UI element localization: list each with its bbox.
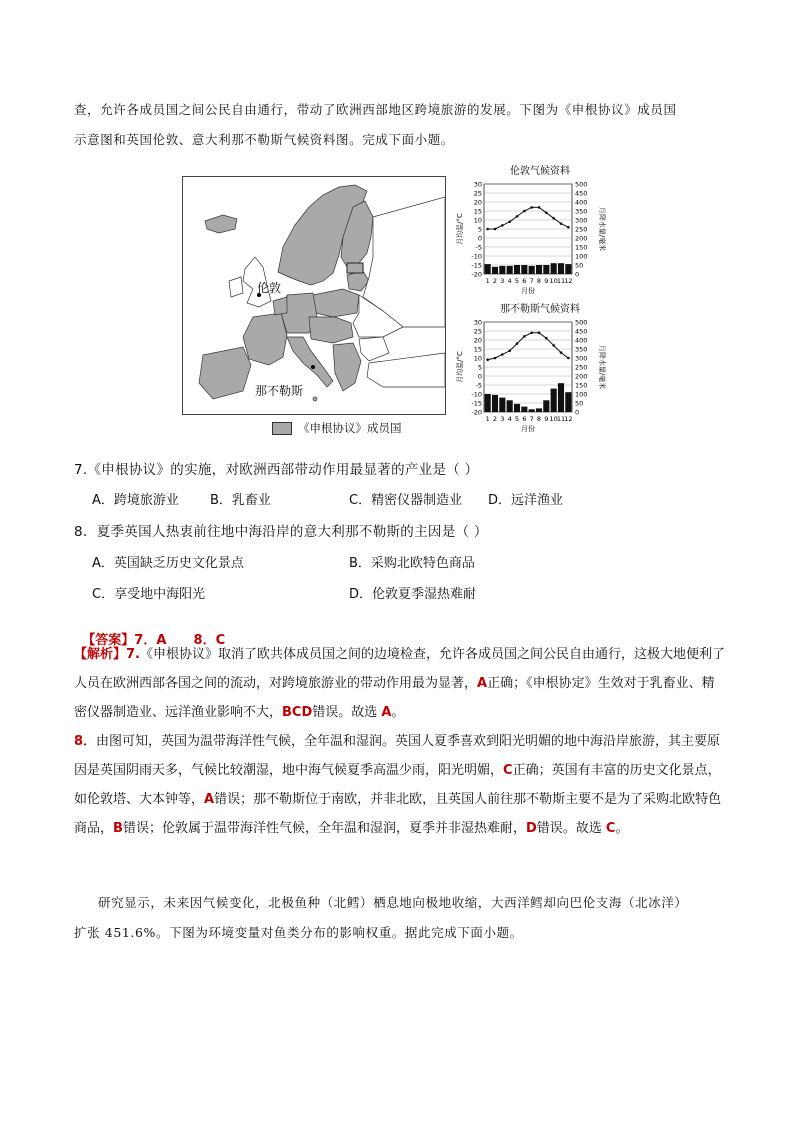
analysis-8-text	[74, 727, 726, 843]
iberia-shape	[199, 347, 251, 399]
romania-shape	[359, 337, 389, 361]
temp-tick-label: 10	[473, 216, 482, 225]
temp-tick-label: -5	[475, 381, 482, 390]
temp-tick-label: -15	[471, 261, 482, 270]
precip-bar	[499, 398, 505, 412]
precip-tick-label: 350	[575, 345, 588, 354]
analysis-8-segment: A	[204, 792, 215, 807]
precip-tick-label: 200	[575, 372, 588, 381]
greece-shape	[333, 343, 361, 391]
analysis-7-segment: 正确；《申根协定》生效对于乳畜业、精密仪器制造业、远洋渔业影响不大，	[74, 676, 715, 720]
temp-tick-label: 15	[473, 345, 482, 354]
precip-axis-title: 月降水量/毫米	[598, 206, 606, 252]
precip-tick-label: 0	[575, 270, 580, 279]
temp-tick-label: 0	[477, 372, 482, 381]
precip-bar	[551, 263, 557, 274]
month-tick-label: 1	[485, 415, 490, 423]
temp-tick-label: 10	[473, 354, 482, 363]
analysis-7-segment: 7.	[126, 647, 140, 662]
temp-axis-title: 月均温/°C	[456, 213, 464, 245]
analysis-8-segment: 8．	[74, 734, 97, 749]
precip-bar	[492, 395, 498, 412]
intro-paragraph	[74, 95, 724, 155]
analysis-7-segment: 《申根协议》取消了欧共体成员国之间的边境检查，允许各成员国之间公民自由通行，这极大地便利了人员在欧洲西部各国之间的流动，对跨境旅游业的带动作用最为显著，	[74, 647, 726, 691]
precip-tick-label: 250	[575, 225, 588, 234]
london-label: 伦敦	[257, 281, 282, 295]
temperature-point	[486, 228, 489, 231]
temperature-point	[552, 344, 555, 347]
precip-bar	[565, 264, 571, 274]
precip-bar	[543, 265, 549, 274]
malta-shape	[313, 397, 317, 401]
estonia-shape	[347, 263, 363, 273]
schengen-map	[182, 176, 446, 415]
analysis-8-segment: 由图可知，英国为温带海洋性气候，全年温和湿润。英国人夏季喜欢到阳光明媚的地中海沿岸旅游，其主要原因是英国阴雨天多，气候比较潮湿，地中海气候夏季高温少雨，阳光明媚，	[74, 734, 721, 778]
temperature-point	[494, 228, 497, 231]
month-tick-label: 4	[507, 415, 512, 423]
answer-value: 7．A 8．C	[134, 633, 226, 648]
precip-bar	[558, 383, 564, 412]
temp-tick-label: 20	[473, 336, 482, 345]
temp-tick-label: 5	[477, 225, 482, 234]
q7-option-d: D．远洋渔业	[488, 493, 564, 508]
precip-tick-label: 150	[575, 243, 588, 252]
analysis-paragraph-1	[74, 640, 726, 727]
temperature-point	[538, 332, 541, 335]
temperature-point	[508, 221, 511, 224]
month-tick-label: 8	[536, 277, 542, 285]
next-intro-paragraph	[74, 888, 724, 948]
temperature-point	[501, 224, 504, 227]
central-europe-shape	[309, 317, 353, 343]
analysis-7-text	[74, 647, 725, 720]
month-tick-label: 1	[485, 277, 490, 285]
temp-tick-label: 5	[477, 363, 482, 372]
precip-tick-label: 0	[575, 408, 580, 417]
intro-line-1: 查，允许各成员国之间公民自由通行，带动了欧洲西部地区跨境旅游的发展。下图为《申根协议》成员国	[74, 102, 677, 117]
temp-tick-label: -15	[471, 399, 482, 408]
precip-bar	[529, 409, 535, 412]
precip-bar	[521, 265, 527, 274]
temperature-point	[560, 351, 563, 354]
temp-tick-label: 30	[473, 180, 482, 189]
naples-chart	[455, 319, 607, 434]
month-tick-label: 12	[564, 415, 573, 423]
month-tick-label: 10	[549, 415, 558, 423]
poland-shape	[313, 289, 359, 317]
intro-line-2: 示意图和英国伦敦、意大利那不勒斯气候资料图。完成下面小题。	[74, 132, 454, 147]
month-tick-label: 11	[556, 277, 566, 285]
q8-option-d: D．伦敦夏季湿热难耐	[349, 587, 477, 602]
precip-tick-label: 100	[575, 390, 588, 399]
analysis-8-segment: 正确；英国有丰富的历史文化景点，如伦敦塔、大本钟等，	[74, 763, 721, 807]
precip-bar	[536, 265, 542, 274]
month-tick-label: 11	[556, 415, 566, 423]
temp-tick-label: -20	[471, 270, 482, 279]
month-tick-label: 5	[514, 415, 520, 423]
naples-chart-title: 那不勒斯气候资料	[500, 304, 580, 315]
legend-label: 《申根协议》成员国	[298, 421, 402, 435]
q8-option-c: C．享受地中海阳光	[92, 587, 206, 602]
month-tick-label: 3	[500, 415, 505, 423]
temperature-point	[523, 210, 526, 213]
iceland-shape	[205, 215, 237, 233]
temp-tick-label: 25	[473, 189, 482, 198]
temp-tick-label: 30	[473, 318, 482, 327]
temperature-point	[508, 350, 511, 353]
q7-option-c: C．精密仪器制造业	[349, 493, 463, 508]
precip-tick-label: 100	[575, 252, 588, 261]
temperature-point	[530, 332, 533, 335]
next-intro-line-2: 扩张 451.6%。下图为环境变量对鱼类分布的影响权重。据此完成下面小题。	[74, 925, 523, 940]
france-shape	[243, 313, 287, 365]
precip-bar	[507, 266, 513, 274]
europe-map-graphic	[183, 177, 445, 414]
temperature-point	[538, 206, 541, 209]
analysis-8-segment: B	[113, 821, 123, 836]
precip-tick-label: 350	[575, 207, 588, 216]
precip-tick-label: 50	[575, 399, 584, 408]
temperature-line	[488, 207, 569, 229]
precip-tick-label: 450	[575, 189, 588, 198]
temp-tick-label: -10	[471, 390, 482, 399]
temperature-point	[567, 226, 570, 229]
temp-tick-label: 0	[477, 234, 482, 243]
temperature-point	[486, 359, 489, 362]
month-tick-label: 7	[529, 277, 534, 285]
naples-label: 那不勒斯	[255, 384, 304, 398]
precip-tick-label: 150	[575, 381, 588, 390]
month-axis-title: 月份	[521, 287, 535, 295]
precip-tick-label: 500	[575, 318, 588, 327]
london-chart-title: 伦敦气候资料	[510, 166, 570, 177]
question-8-stem: 8．夏季英国人热衷前往地中海沿岸的意大利那不勒斯的主因是（ ）	[74, 524, 488, 540]
month-tick-label: 5	[514, 277, 520, 285]
analysis-7-segment: A	[477, 676, 488, 691]
q8-option-a: A．英国缺乏历史文化景点	[92, 556, 244, 571]
analysis-8-segment: 错误；那不勒斯位于南欧，并非北欧，且英国人前往那不勒斯主要不是为了采购北欧特色商品，	[74, 792, 722, 836]
precip-bar	[492, 267, 498, 274]
temperature-point	[501, 353, 504, 356]
analysis-8-segment: C	[503, 763, 513, 778]
precip-bar	[536, 408, 542, 412]
month-tick-label: 9	[544, 415, 549, 423]
temp-tick-label: 20	[473, 198, 482, 207]
italy-shape	[287, 337, 333, 387]
analysis-8-segment: D	[525, 821, 537, 836]
month-tick-label: 9	[544, 277, 549, 285]
analysis-8-segment: C	[605, 821, 616, 836]
analysis-7-segment: 。	[391, 705, 405, 720]
precip-bar	[485, 394, 491, 412]
analysis-block	[74, 640, 726, 843]
precip-tick-label: 500	[575, 180, 588, 189]
analysis-7-segment: 错误。故选	[312, 705, 382, 720]
precip-bar	[565, 392, 571, 412]
month-tick-label: 2	[492, 277, 498, 285]
month-tick-label: 6	[522, 415, 527, 423]
benelux-shape	[273, 297, 287, 315]
month-tick-label: 2	[492, 415, 498, 423]
precip-bar	[499, 266, 505, 274]
map-legend	[272, 420, 402, 436]
precip-bar	[558, 263, 564, 274]
analysis-7-segment: BCD	[282, 705, 313, 720]
precip-tick-label: 450	[575, 327, 588, 336]
climate-charts	[448, 160, 618, 445]
precip-bar	[551, 389, 557, 412]
legend-swatch	[272, 422, 292, 435]
q8-option-b: B．采购北欧特色商品	[349, 556, 475, 571]
temperature-point	[545, 212, 548, 215]
temp-tick-label: -20	[471, 408, 482, 417]
temperature-point	[516, 342, 519, 345]
temperature-point	[552, 217, 555, 220]
month-tick-label: 3	[500, 277, 505, 285]
precip-tick-label: 300	[575, 216, 588, 225]
next-intro-line-1: 研究显示，未来因气候变化，北极鱼种（北鳕）栖息地向极地收缩，大西洋鳕却向巴伦支海（北冰洋）	[98, 895, 688, 910]
question-7-stem: 7.《申根协议》的实施，对欧洲西部带动作用最显著的产业是（ ）	[74, 462, 479, 478]
temperature-point	[545, 337, 548, 340]
precip-bar	[529, 266, 535, 274]
analysis-8-segment: 错误。故选	[536, 821, 606, 836]
naples-marker	[311, 365, 315, 369]
ireland-shape	[229, 277, 243, 297]
answer-label: 【答案】	[82, 633, 135, 648]
precip-bar	[514, 265, 520, 274]
temp-tick-label: 15	[473, 207, 482, 216]
precip-tick-label: 200	[575, 234, 588, 243]
temperature-point	[560, 222, 563, 225]
temperature-point	[530, 206, 533, 209]
month-tick-label: 7	[529, 415, 534, 423]
precip-bar	[485, 264, 491, 274]
precip-tick-label: 300	[575, 354, 588, 363]
month-tick-label: 4	[507, 277, 512, 285]
analysis-label: 【解析】	[74, 647, 127, 662]
precip-bar	[507, 400, 513, 412]
precip-bar	[521, 407, 527, 412]
temperature-line	[488, 333, 569, 360]
precip-bar	[514, 404, 520, 412]
month-tick-label: 6	[522, 277, 527, 285]
precip-tick-label: 400	[575, 336, 588, 345]
temp-tick-label: 25	[473, 327, 482, 336]
turkey-shape	[367, 353, 445, 387]
month-tick-label: 12	[564, 277, 573, 285]
q7-option-b: B．乳畜业	[210, 493, 271, 508]
precip-tick-label: 400	[575, 198, 588, 207]
analysis-8-segment: 错误；伦敦属于温带海洋性气候，全年温和湿润，夏季并非湿热难耐，	[122, 821, 526, 836]
analysis-7-segment: A	[381, 705, 392, 720]
month-tick-label: 8	[536, 415, 542, 423]
temp-tick-label: -5	[475, 243, 482, 252]
precip-bar	[543, 400, 549, 412]
temperature-point	[516, 215, 519, 218]
temperature-point	[567, 357, 570, 360]
precip-tick-label: 50	[575, 261, 584, 270]
month-tick-label: 10	[549, 277, 558, 285]
month-axis-title: 月份	[521, 425, 535, 433]
precip-tick-label: 250	[575, 363, 588, 372]
analysis-8-segment: 。	[615, 821, 629, 836]
london-chart	[455, 181, 607, 296]
temp-tick-label: -10	[471, 252, 482, 261]
temp-axis-title: 月均温/°C	[456, 351, 464, 383]
q7-option-a: A．跨境旅游业	[92, 493, 179, 508]
precip-axis-title: 月降水量/毫米	[598, 344, 606, 390]
temperature-point	[523, 335, 526, 338]
temperature-point	[494, 357, 497, 360]
